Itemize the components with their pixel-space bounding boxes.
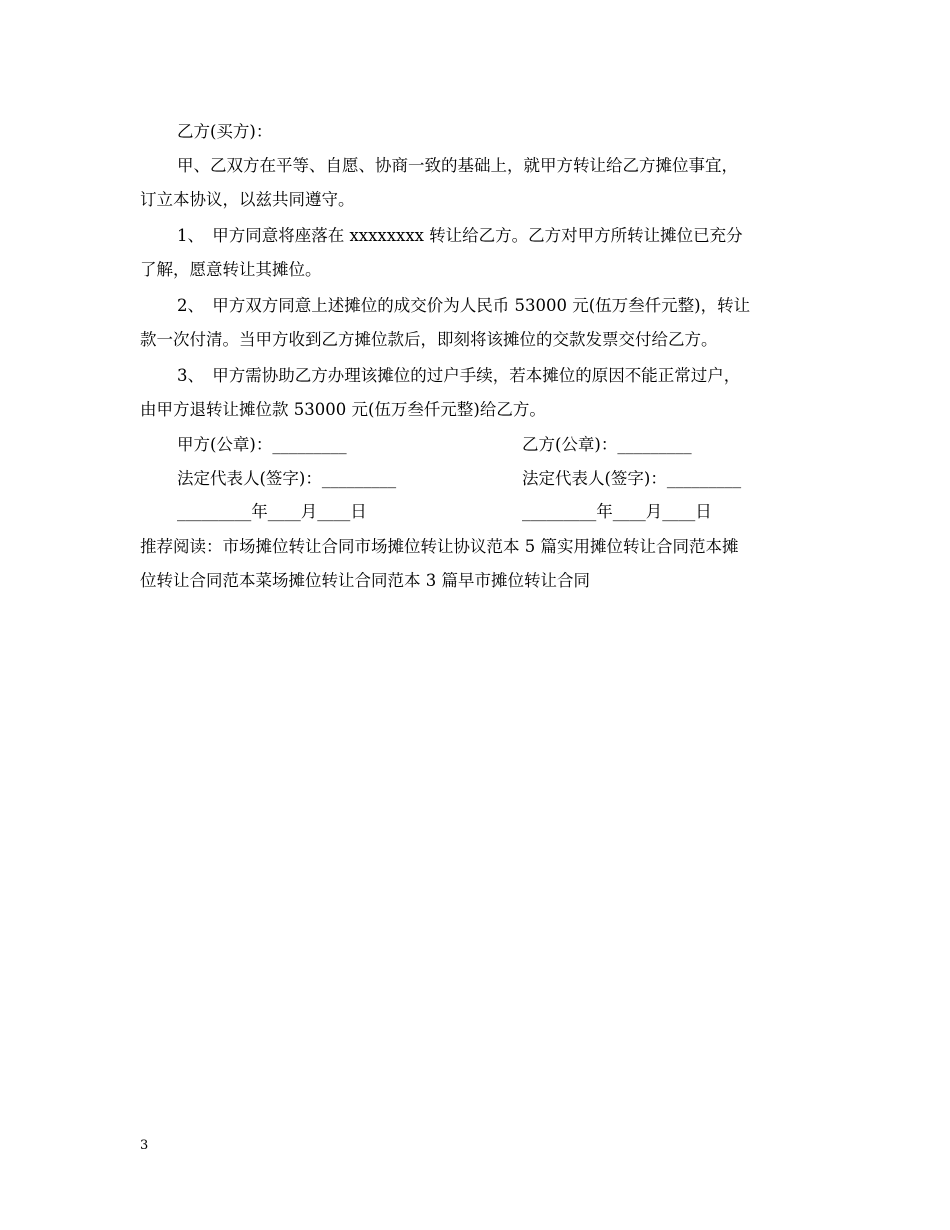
clause-3-line-2: 由甲方退转让摊位款 53000 元(伍万叁仟元整)给乙方。 [140, 400, 546, 419]
party-b-representative-line: 法定代表人(签字)：_________ [522, 469, 742, 488]
recommended-reading-line-1: 推荐阅读：市场摊位转让合同市场摊位转让协议范本 5 篇实用摊位转让合同范本摊 [140, 537, 739, 556]
party-b-label: 乙方(买方)： [177, 122, 273, 141]
page-number: 3 [140, 1138, 149, 1153]
clause-1-line-2: 了解，愿意转让其摊位。 [140, 260, 322, 279]
party-a-representative-line: 法定代表人(签字)：_________ [177, 469, 397, 488]
clause-1-line-1: 1、 甲方同意将座落在 xxxxxxxx 转让给乙方。乙方对甲方所转让摊位已充分 [177, 226, 743, 245]
recommended-reading-line-2: 位转让合同范本菜场摊位转让合同范本 3 篇早市摊位转让合同 [140, 571, 590, 590]
party-b-date-line: _________年____月____日 [522, 502, 712, 521]
clause-3-line-1: 3、 甲方需协助乙方办理该摊位的过户手续，若本摊位的原因不能正常过户， [177, 366, 741, 385]
party-a-date-line: _________年____月____日 [177, 502, 367, 521]
clause-2-line-2: 款一次付清。当甲方收到乙方摊位款后，即刻将该摊位的交款发票交付给乙方。 [140, 330, 718, 349]
party-b-seal-line: 乙方(公章)：_________ [522, 435, 692, 454]
clause-2-line-1: 2、 甲方双方同意上述摊位的成交价为人民币 53000 元(伍万叁仟元整)，转让 [177, 296, 751, 315]
intro-paragraph-line-1: 甲、乙双方在平等、自愿、协商一致的基础上，就甲方转让给乙方摊位事宜， [177, 156, 738, 175]
party-a-seal-line: 甲方(公章)：_________ [177, 435, 347, 454]
intro-paragraph-line-2: 订立本协议，以兹共同遵守。 [140, 190, 355, 209]
